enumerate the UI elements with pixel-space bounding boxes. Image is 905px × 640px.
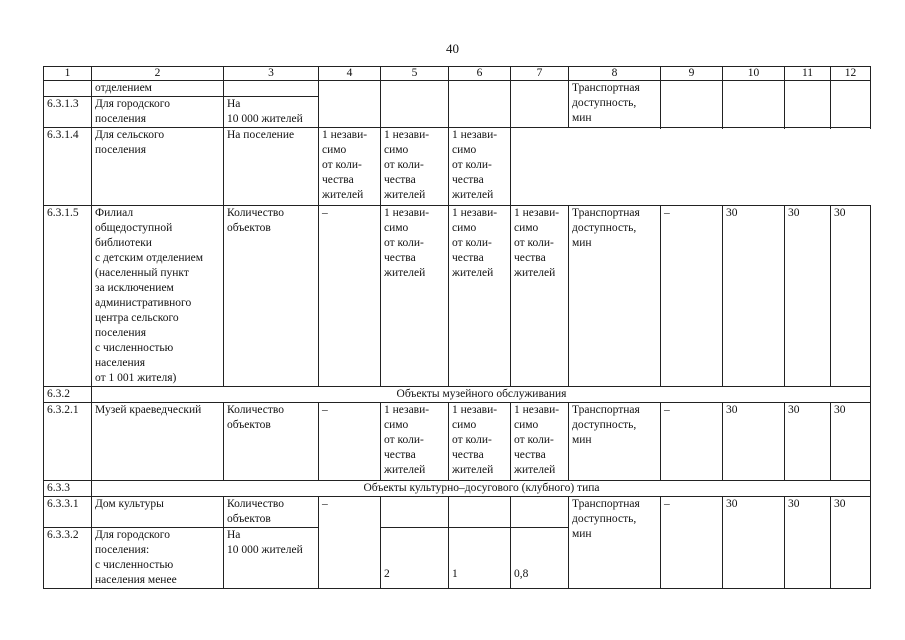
- cell: 1 незави- симо от коли- чества жителей: [449, 403, 511, 481]
- page-number: 40: [446, 41, 459, 56]
- row-name: Филиал общедоступной библиотеки с детским отделением (населенный пункт за исключением административного центра сельского поселения с численностью населения от 1 001 жителя): [92, 206, 224, 387]
- section-title: Объекты музейного обслуживания: [92, 387, 871, 403]
- cell: [381, 497, 449, 528]
- cell: [449, 497, 511, 528]
- cell: 30: [831, 403, 871, 481]
- cell: [381, 81, 449, 128]
- cell: 0,8: [511, 528, 569, 589]
- cell: [511, 81, 569, 128]
- row-unit: Количество объектов: [224, 497, 319, 528]
- cell: 30: [785, 497, 831, 589]
- table-row: [44, 403, 871, 481]
- column-number: 11: [785, 67, 831, 81]
- table-row: [44, 497, 871, 528]
- column-number: 6: [449, 67, 511, 81]
- cell: –: [661, 403, 723, 481]
- column-number: 1: [44, 67, 92, 81]
- row-name: Музей краеведческий: [92, 403, 224, 481]
- column-number: 3: [224, 67, 319, 81]
- cell: –: [661, 497, 723, 589]
- cell: [224, 81, 319, 97]
- row-unit: На поселение: [224, 128, 319, 206]
- cell: –: [319, 403, 381, 481]
- section-row: [44, 387, 871, 403]
- row-unit: На 10 000 жителей: [224, 528, 319, 589]
- transport-access-cell: Транспортная доступность, мин: [569, 81, 661, 128]
- cell: [661, 81, 723, 128]
- standards-table: [43, 66, 871, 589]
- cell: 30: [723, 497, 785, 589]
- cell: 1 незави- симо от коли- чества жителей: [319, 128, 381, 206]
- cell: –: [319, 206, 381, 387]
- cell: [785, 81, 831, 128]
- row-number: 6.3.3.2: [44, 528, 92, 589]
- row-number: 6.3.1.4: [44, 128, 92, 206]
- cell: –: [319, 497, 381, 589]
- cell: 1 незави- симо от коли- чества жителей: [449, 206, 511, 387]
- cell: [723, 81, 785, 128]
- cell: 30: [723, 403, 785, 481]
- column-number: 10: [723, 67, 785, 81]
- cell: 30: [831, 497, 871, 589]
- row-unit: Количество объектов: [224, 403, 319, 481]
- column-number: 7: [511, 67, 569, 81]
- section-title: Объекты культурно–досугового (клубного) типа: [92, 481, 871, 497]
- cell: 30: [785, 206, 831, 387]
- cell: 2: [381, 528, 449, 589]
- cell: [44, 81, 92, 97]
- row-number: 6.3.1.5: [44, 206, 92, 387]
- cell: Транспортная доступность, мин: [569, 206, 661, 387]
- cell: 30: [831, 206, 871, 387]
- row-number: 6.3.1.3: [44, 97, 92, 128]
- cell: 30: [785, 403, 831, 481]
- cell: 1 незави- симо от коли- чества жителей: [381, 206, 449, 387]
- row-unit: Количество объектов: [224, 206, 319, 387]
- continuation-text: отделением: [92, 81, 224, 97]
- section-number: 6.3.3: [44, 481, 92, 497]
- cell: 1 незави- симо от коли- чества жителей: [381, 403, 449, 481]
- row-number: 6.3.3.1: [44, 497, 92, 528]
- table-row: [44, 128, 871, 206]
- column-number: 4: [319, 67, 381, 81]
- row-name: Дом культуры: [92, 497, 224, 528]
- column-number: 5: [381, 67, 449, 81]
- cell: 1 незави- симо от коли- чества жителей: [511, 206, 569, 387]
- cell: [449, 81, 511, 128]
- row-name: Для городского поселения: [92, 97, 224, 128]
- row-unit: На 10 000 жителей: [224, 97, 319, 128]
- cell: [831, 81, 871, 128]
- cell: [319, 81, 381, 128]
- column-number: 2: [92, 67, 224, 81]
- table-row: [44, 206, 871, 387]
- column-number: 8: [569, 67, 661, 81]
- cell: Транспортная доступность, мин: [569, 403, 661, 481]
- table-row: [44, 81, 871, 97]
- section-row: [44, 481, 871, 497]
- column-number: 9: [661, 67, 723, 81]
- cell: 1 незави- симо от коли- чества жителей: [381, 128, 449, 206]
- cell: 1: [449, 528, 511, 589]
- row-number: 6.3.2.1: [44, 403, 92, 481]
- column-number: 12: [831, 67, 871, 81]
- section-number: 6.3.2: [44, 387, 92, 403]
- column-number-row: [44, 67, 871, 81]
- cell: 30: [723, 206, 785, 387]
- cell: 1 незави- симо от коли- чества жителей: [449, 128, 511, 206]
- row-name: Для городского поселения: с численностью населения менее: [92, 528, 224, 589]
- row-name: Для сельского поселения: [92, 128, 224, 206]
- cell: [511, 497, 569, 528]
- cell: 1 незави- симо от коли- чества жителей: [511, 403, 569, 481]
- cell: Транспортная доступность, мин: [569, 497, 661, 589]
- cell: –: [661, 206, 723, 387]
